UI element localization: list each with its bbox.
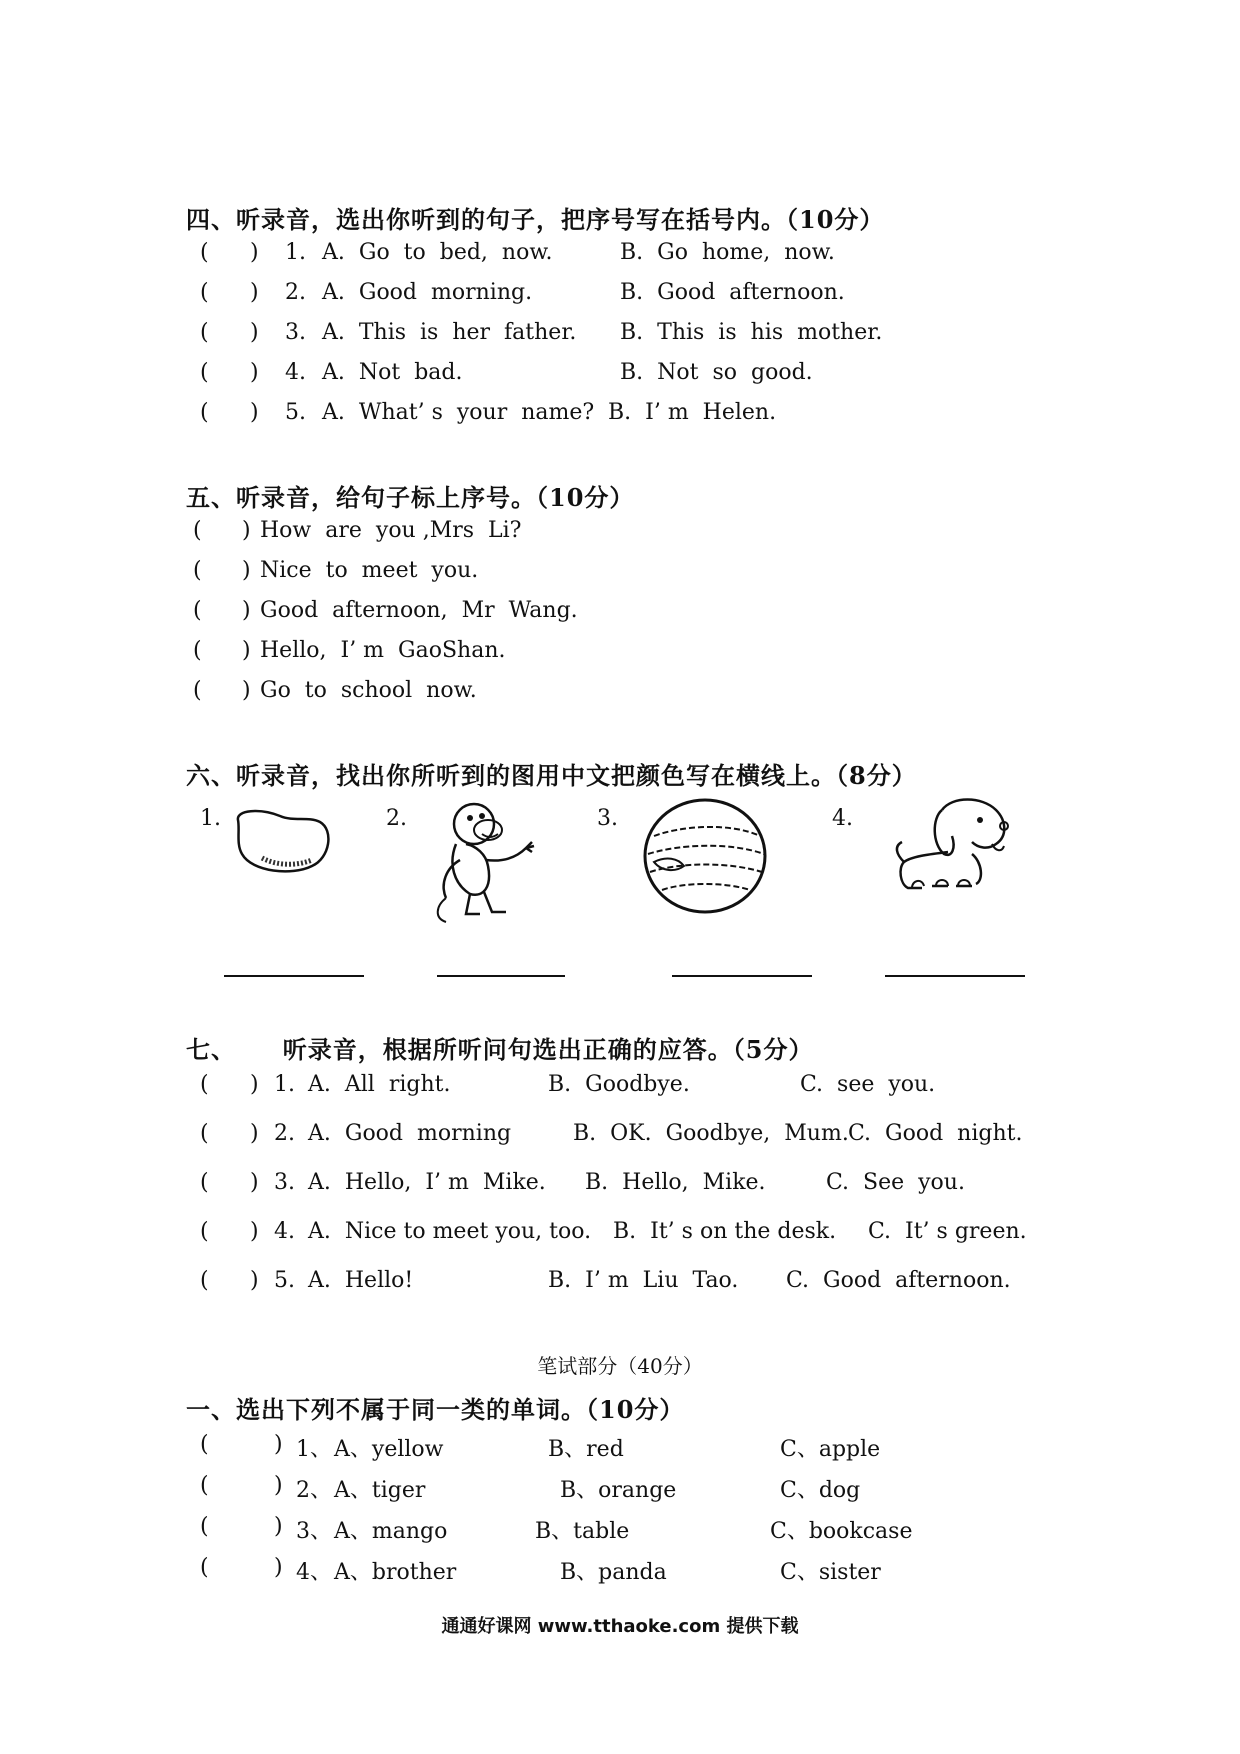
option-a: A. All right. <box>308 1072 451 1097</box>
answer-blank-2[interactable] <box>437 975 565 977</box>
sentence: Go to school now. <box>260 678 477 703</box>
option-a: A. What’ s your name? <box>322 400 595 425</box>
picture-label-4: 4. <box>832 806 853 831</box>
answer-blank-3[interactable] <box>672 975 812 977</box>
picture-label-1: 1. <box>200 806 221 831</box>
answer-paren-close[interactable]: ) <box>242 558 251 583</box>
sentence: Nice to meet you. <box>260 558 479 583</box>
item-number: 4、 <box>296 1560 332 1585</box>
answer-paren-close[interactable]: ) <box>242 638 251 663</box>
answer-paren-close[interactable]: ) <box>274 1555 283 1580</box>
answer-paren-open[interactable]: ( <box>200 400 209 425</box>
answer-paren-close[interactable]: ) <box>250 400 259 425</box>
option-b: B. This is his mother. <box>620 320 883 345</box>
answer-paren-close[interactable]: ) <box>274 1473 283 1498</box>
option-b: B. Hello, Mike. <box>585 1170 766 1195</box>
answer-paren-close[interactable]: ) <box>250 1121 259 1146</box>
option-c: C. Good night. <box>848 1121 1023 1146</box>
answer-paren-open[interactable]: ( <box>193 558 202 583</box>
answer-paren-open[interactable]: ( <box>200 1514 209 1539</box>
item-number: 3. <box>285 320 306 345</box>
answer-paren-open[interactable]: ( <box>200 1072 209 1097</box>
option-a: A. Nice to meet you, too. <box>308 1219 592 1244</box>
option-b: B. Goodbye. <box>548 1072 690 1097</box>
answer-paren-open[interactable]: ( <box>193 678 202 703</box>
item-number: 4. <box>274 1219 295 1244</box>
item-number: 5. <box>274 1268 295 1293</box>
option-a: A. Hello! <box>308 1268 414 1293</box>
sentence: Good afternoon, Mr Wang. <box>260 598 578 623</box>
option-c: C、sister <box>780 1560 881 1585</box>
option-b: B、red <box>548 1437 624 1462</box>
answer-paren-close[interactable]: ) <box>274 1432 283 1457</box>
option-a: A. Go to bed, now. <box>322 240 553 265</box>
picture-label-2: 2. <box>386 806 407 831</box>
item-number: 1. <box>285 240 306 265</box>
answer-paren-open[interactable]: ( <box>200 1555 209 1580</box>
option-b: B. Good afternoon. <box>620 280 845 305</box>
item-number: 1、 <box>296 1437 332 1462</box>
item-number: 1. <box>274 1072 295 1097</box>
option-b: B. Go home, now. <box>620 240 835 265</box>
watermelon-icon <box>640 796 770 916</box>
option-b: B. I’ m Liu Tao. <box>548 1268 739 1293</box>
dog-icon <box>892 792 1012 902</box>
answer-paren-open[interactable]: ( <box>193 518 202 543</box>
option-a: A、yellow <box>334 1437 444 1462</box>
option-a: A. Not bad. <box>322 360 463 385</box>
option-c: C. see you. <box>800 1072 936 1097</box>
item-number: 4. <box>285 360 306 385</box>
answer-paren-open[interactable]: ( <box>200 1170 209 1195</box>
picture-label-3: 3. <box>597 806 618 831</box>
option-b: B、table <box>535 1519 630 1544</box>
answer-paren-close[interactable]: ) <box>250 320 259 345</box>
item-number: 5. <box>285 400 306 425</box>
option-a: A. Good morning <box>308 1121 512 1146</box>
answer-paren-open[interactable]: ( <box>200 1432 209 1457</box>
option-c: C、bookcase <box>770 1519 913 1544</box>
section1-title: 一、选出下列不属于同一类的单词。（10分） <box>186 1395 685 1424</box>
option-c: C、dog <box>780 1478 861 1503</box>
item-number: 3. <box>274 1170 295 1195</box>
option-b: B. I’ m Helen. <box>608 400 777 425</box>
option-c: C、apple <box>780 1437 881 1462</box>
written-part-title: 笔试部分（40分） <box>537 1354 703 1378</box>
option-b: B、panda <box>560 1560 667 1585</box>
answer-paren-open[interactable]: ( <box>193 598 202 623</box>
option-a: A. Good morning. <box>322 280 533 305</box>
section5-title: 五、听录音，给句子标上序号。（10分） <box>186 483 635 512</box>
answer-paren-close[interactable]: ) <box>242 678 251 703</box>
answer-paren-open[interactable]: ( <box>200 280 209 305</box>
sentence: Hello, I’ m GaoShan. <box>260 638 506 663</box>
answer-paren-close[interactable]: ) <box>250 240 259 265</box>
option-a: A、mango <box>334 1519 448 1544</box>
option-b: B. OK. Goodbye, Mum. <box>573 1121 849 1146</box>
option-a: A、tiger <box>334 1478 426 1503</box>
answer-paren-open[interactable]: ( <box>200 360 209 385</box>
answer-paren-close[interactable]: ) <box>250 1268 259 1293</box>
answer-paren-open[interactable]: ( <box>200 320 209 345</box>
answer-paren-close[interactable]: ) <box>242 518 251 543</box>
option-c: C. It’ s green. <box>868 1219 1027 1244</box>
answer-paren-open[interactable]: ( <box>200 1473 209 1498</box>
section4-title: 四、听录音，选出你听到的句子，把序号写在括号内。（10分） <box>186 205 885 234</box>
item-number: 2、 <box>296 1478 332 1503</box>
answer-paren-open[interactable]: ( <box>200 1268 209 1293</box>
monkey-icon <box>426 794 546 924</box>
option-a: A. Hello, I’ m Mike. <box>308 1170 546 1195</box>
section6-title: 六、听录音，找出你所听到的图用中文把颜色写在横线上。（8分） <box>186 761 917 790</box>
footer-source: 通通好课网 www.tthaoke.com 提供下载 <box>441 1616 799 1637</box>
option-c: C. Good afternoon. <box>786 1268 1011 1293</box>
option-a: A. This is her father. <box>322 320 577 345</box>
section7-title: 七、 听录音，根据所听问句选出正确的应答。（5分） <box>186 1035 814 1064</box>
option-b: B、orange <box>560 1478 677 1503</box>
answer-paren-open[interactable]: ( <box>200 1219 209 1244</box>
sentence: How are you ,Mrs Li? <box>260 518 522 543</box>
answer-paren-close[interactable]: ) <box>274 1514 283 1539</box>
option-b: B. It’ s on the desk. <box>613 1219 837 1244</box>
answer-paren-close[interactable]: ) <box>250 360 259 385</box>
bean-icon <box>232 806 332 876</box>
answer-paren-close[interactable]: ) <box>250 1219 259 1244</box>
item-number: 2. <box>285 280 306 305</box>
answer-paren-open[interactable]: ( <box>193 638 202 663</box>
option-b: B. Not so good. <box>620 360 813 385</box>
answer-blank-4[interactable] <box>885 975 1025 977</box>
item-number: 2. <box>274 1121 295 1146</box>
answer-paren-close[interactable]: ) <box>242 598 251 623</box>
answer-paren-open[interactable]: ( <box>200 1121 209 1146</box>
item-number: 3、 <box>296 1519 332 1544</box>
answer-paren-close[interactable]: ) <box>250 1072 259 1097</box>
option-a: A、brother <box>334 1560 457 1585</box>
answer-paren-close[interactable]: ) <box>250 1170 259 1195</box>
answer-blank-1[interactable] <box>224 975 364 977</box>
option-c: C. See you. <box>826 1170 965 1195</box>
answer-paren-open[interactable]: ( <box>200 240 209 265</box>
answer-paren-close[interactable]: ) <box>250 280 259 305</box>
